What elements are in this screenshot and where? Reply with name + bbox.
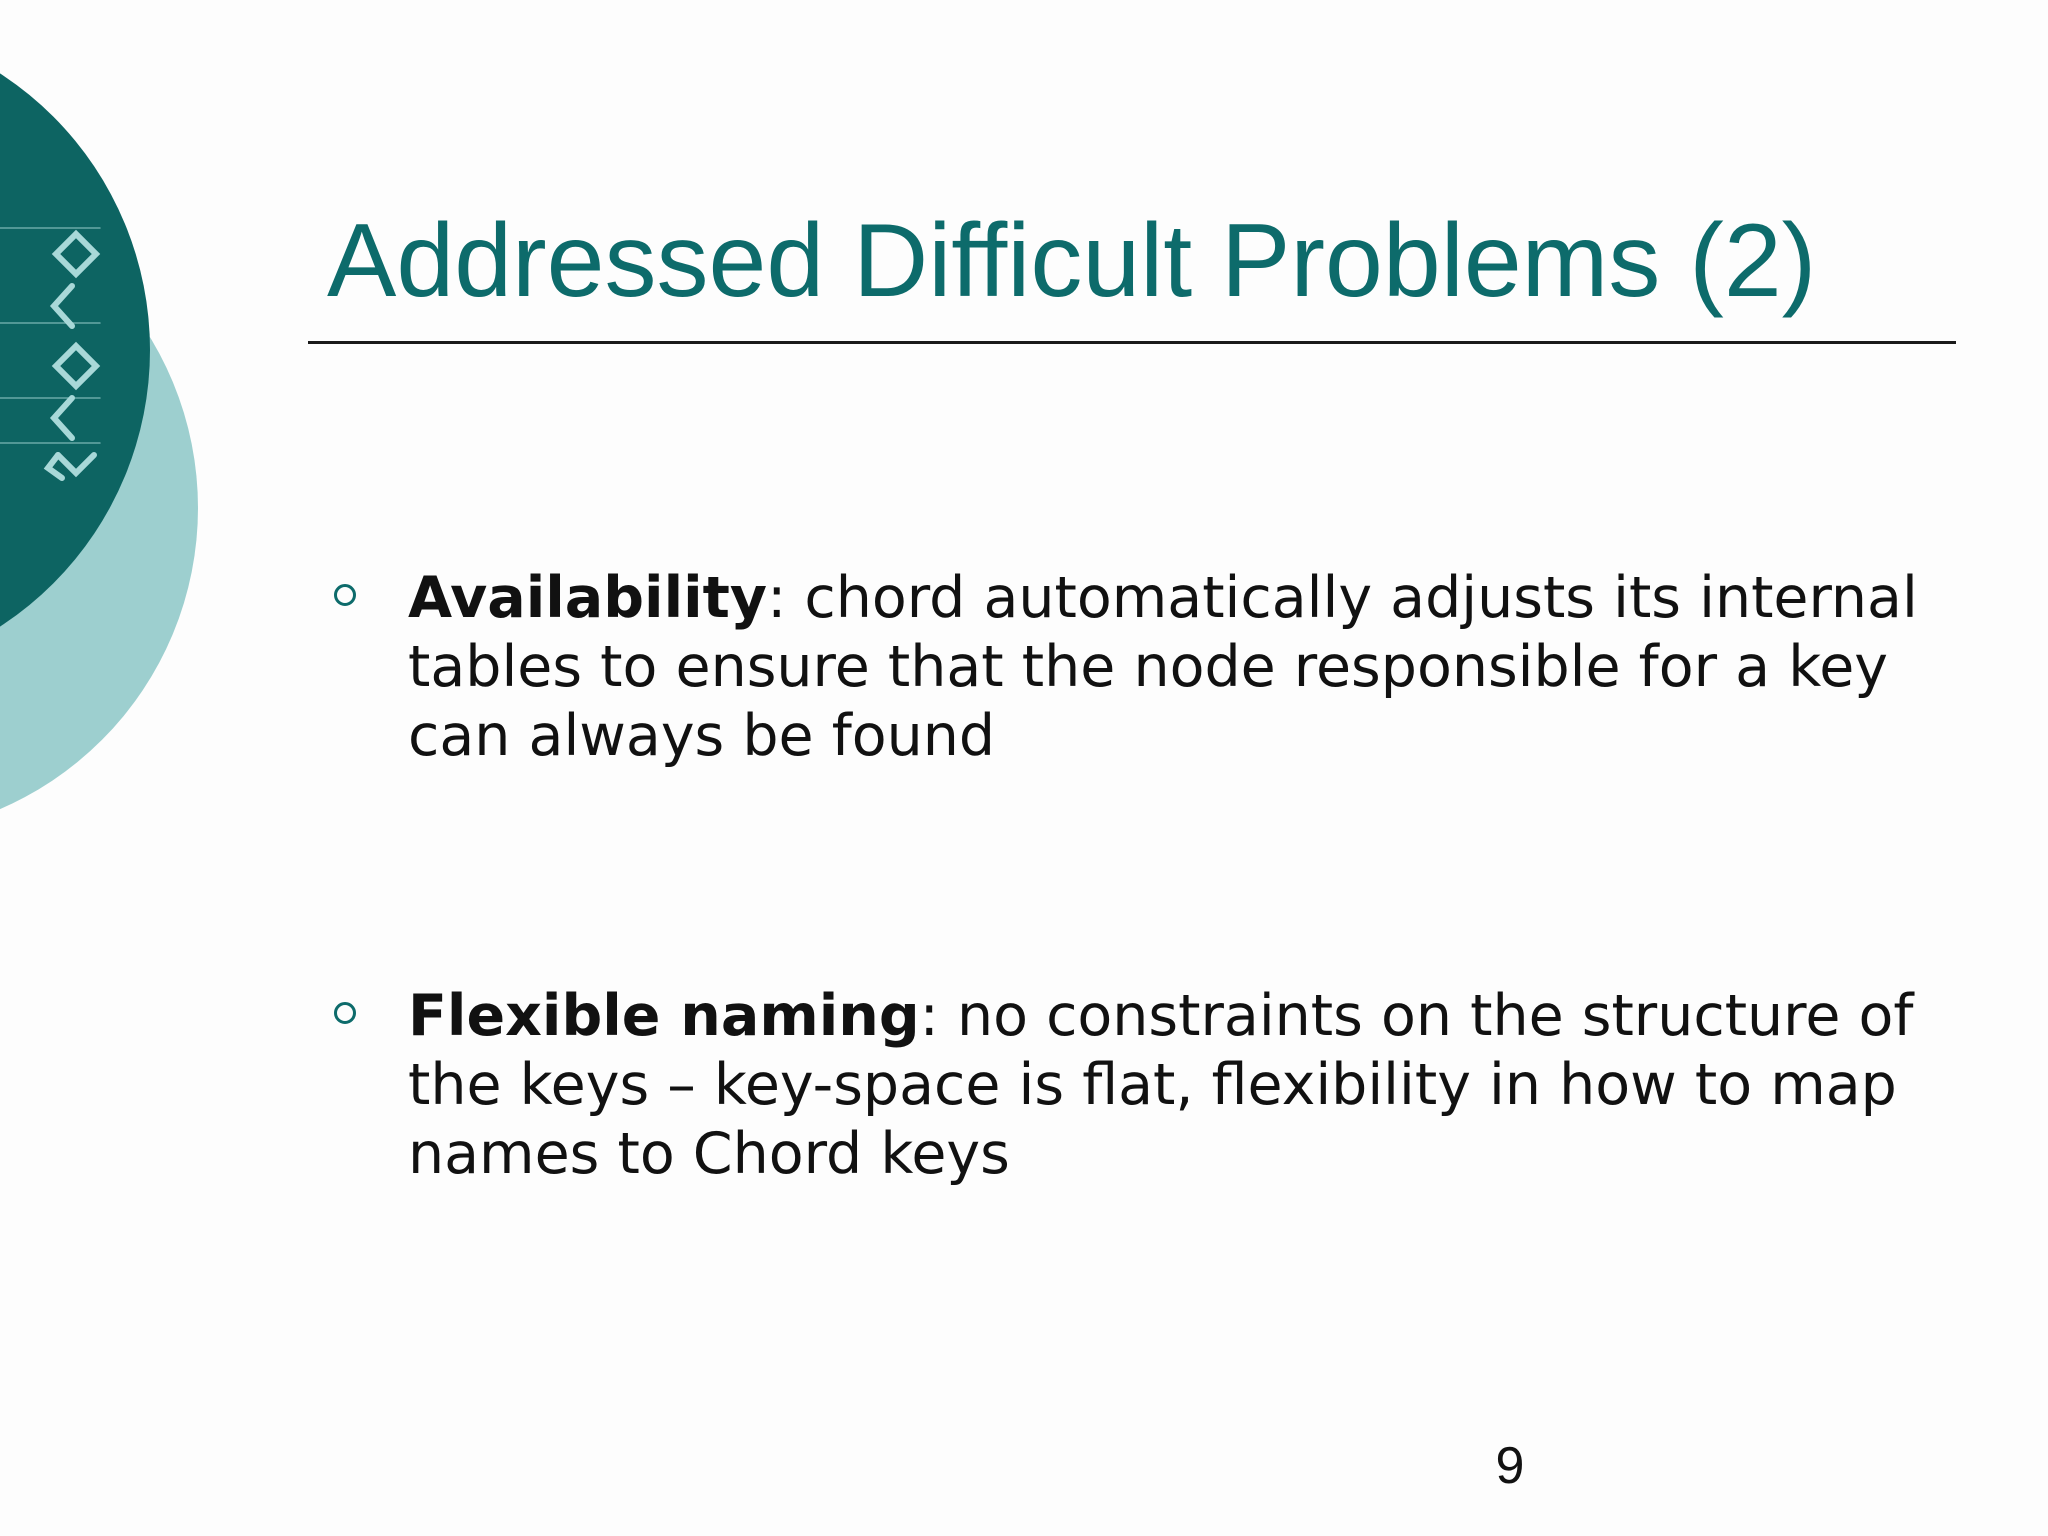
- decorative-circles-icon: [0, 0, 260, 860]
- slide-title: Addressed Difficult Problems (2): [327, 203, 1817, 319]
- bullet-item-flexible-naming: [408, 982, 1968, 1189]
- bullet-separator: :: [919, 983, 939, 1049]
- bullet-separator: :: [767, 565, 787, 631]
- hollow-circle-bullet-icon: [334, 1002, 356, 1024]
- bullet-text: chord automatically adjusts its internal tables to ensure that the node responsible for a key can always be found: [408, 565, 1918, 769]
- title-divider: [308, 341, 1956, 344]
- bullet-text: no constraints on the structure of the keys – key-space is flat, flexibility in how to map names to Chord keys: [408, 983, 1914, 1187]
- bullet-term: Flexible naming: [408, 983, 920, 1049]
- bullet-term: Availability: [408, 565, 768, 631]
- bullet-item-availability: [408, 564, 1968, 771]
- page-number: 9: [1495, 1437, 1525, 1495]
- hollow-circle-bullet-icon: [334, 584, 356, 606]
